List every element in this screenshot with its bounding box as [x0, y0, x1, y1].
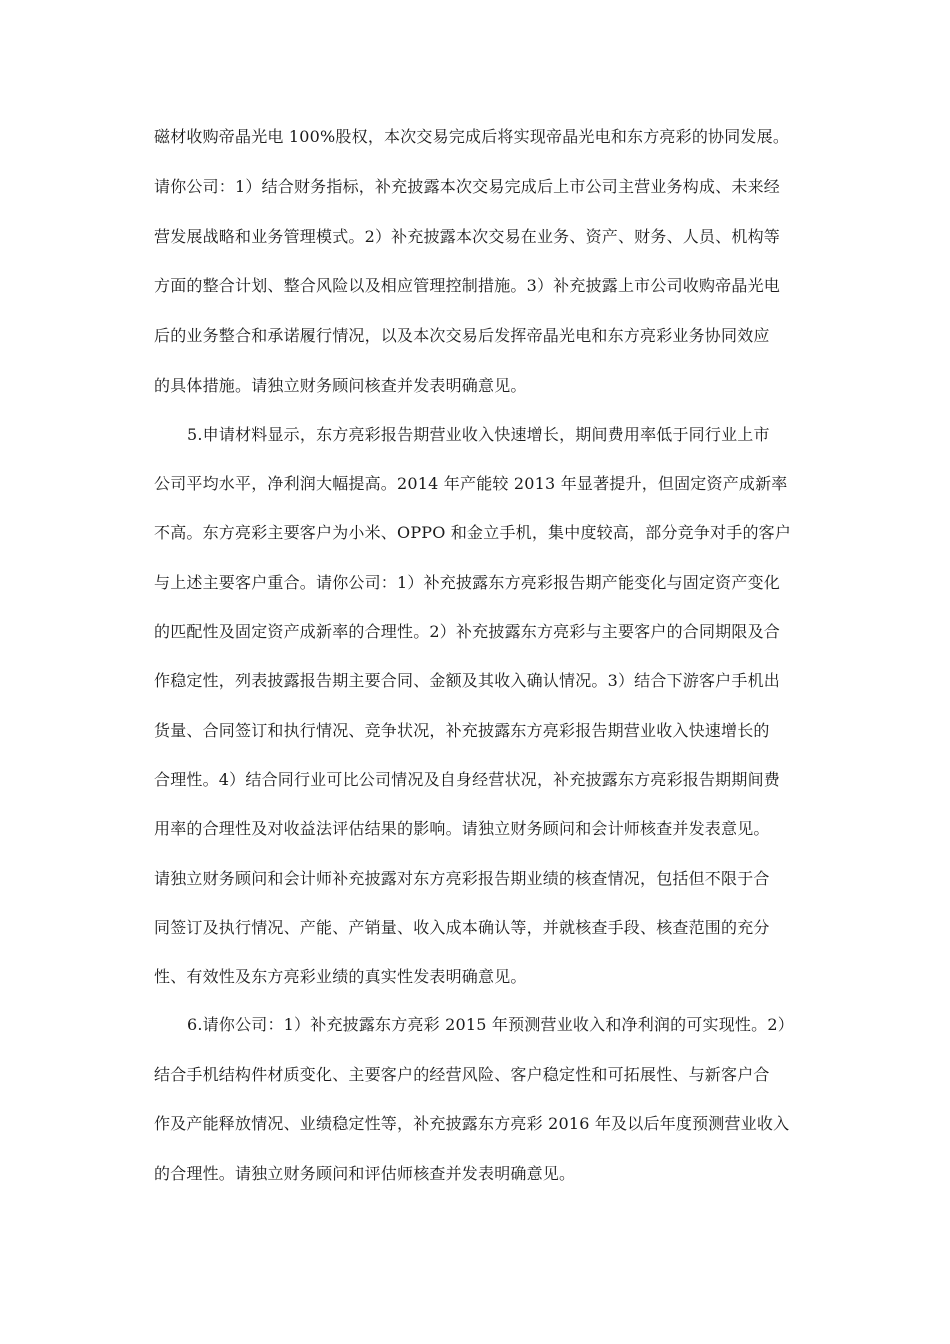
- text-line: 同签订及执行情况、产能、产销量、收入成本确认等，并就核查手段、核查范围的充分: [154, 918, 770, 937]
- text-line: 的合理性。请独立财务顾问和评估师核查并发表明确意见。: [154, 1164, 576, 1183]
- text-line: 后的业务整合和承诺履行情况，以及本次交易后发挥帝晶光电和东方亮彩业务协同效应: [154, 326, 770, 345]
- text-line: 货量、合同签订和执行情况、竞争状况，补充披露东方亮彩报告期营业收入快速增长的: [154, 721, 770, 740]
- text-line: 磁材收购帝晶光电 100%股权，本次交易完成后将实现帝晶光电和东方亮彩的协同发展。: [154, 127, 790, 146]
- paragraph-5-first-line: 5.申请材料显示，东方亮彩报告期营业收入快速增长，期间费用率低于同行业上市: [187, 425, 770, 444]
- text-line: 性、有效性及东方亮彩业绩的真实性发表明确意见。: [154, 967, 527, 986]
- text-line: 方面的整合计划、整合风险以及相应管理控制措施。3）补充披露上市公司收购帝晶光电: [154, 276, 780, 295]
- text-line: 请你公司：1）结合财务指标，补充披露本次交易完成后上市公司主营业务构成、未来经: [154, 177, 780, 196]
- text-line: 用率的合理性及对收益法评估结果的影响。请独立财务顾问和会计师核查并发表意见。: [154, 819, 770, 838]
- text-line: 的匹配性及固定资产成新率的合理性。2）补充披露东方亮彩与主要客户的合同期限及合: [154, 622, 780, 641]
- text-line: 营发展战略和业务管理模式。2）补充披露本次交易在业务、资产、财务、人员、机构等: [154, 227, 780, 246]
- text-line: 不高。东方亮彩主要客户为小米、OPPO 和金立手机，集中度较高，部分竞争对手的客户: [154, 523, 792, 542]
- paragraph-6-first-line: 6.请你公司：1）补充披露东方亮彩 2015 年预测营业收入和净利润的可实现性。2）: [187, 1015, 794, 1034]
- text-line: 与上述主要客户重合。请你公司：1）补充披露东方亮彩报告期产能变化与固定资产变化: [154, 573, 780, 592]
- text-line: 的具体措施。请独立财务顾问核查并发表明确意见。: [154, 376, 527, 395]
- text-line: 结合手机结构件材质变化、主要客户的经营风险、客户稳定性和可拓展性、与新客户合: [154, 1065, 770, 1084]
- text-line: 作及产能释放情况、业绩稳定性等，补充披露东方亮彩 2016 年及以后年度预测营业收入: [154, 1114, 790, 1133]
- text-line: 请独立财务顾问和会计师补充披露对东方亮彩报告期业绩的核查情况，包括但不限于合: [154, 869, 770, 888]
- text-line: 作稳定性，列表披露报告期主要合同、金额及其收入确认情况。3）结合下游客户手机出: [154, 671, 780, 690]
- text-line: 公司平均水平，净利润大幅提高。2014 年产能较 2013 年显著提升，但固定资产成新率: [154, 474, 788, 493]
- text-line: 合理性。4）结合同行业可比公司情况及自身经营状况，补充披露东方亮彩报告期期间费: [154, 770, 780, 789]
